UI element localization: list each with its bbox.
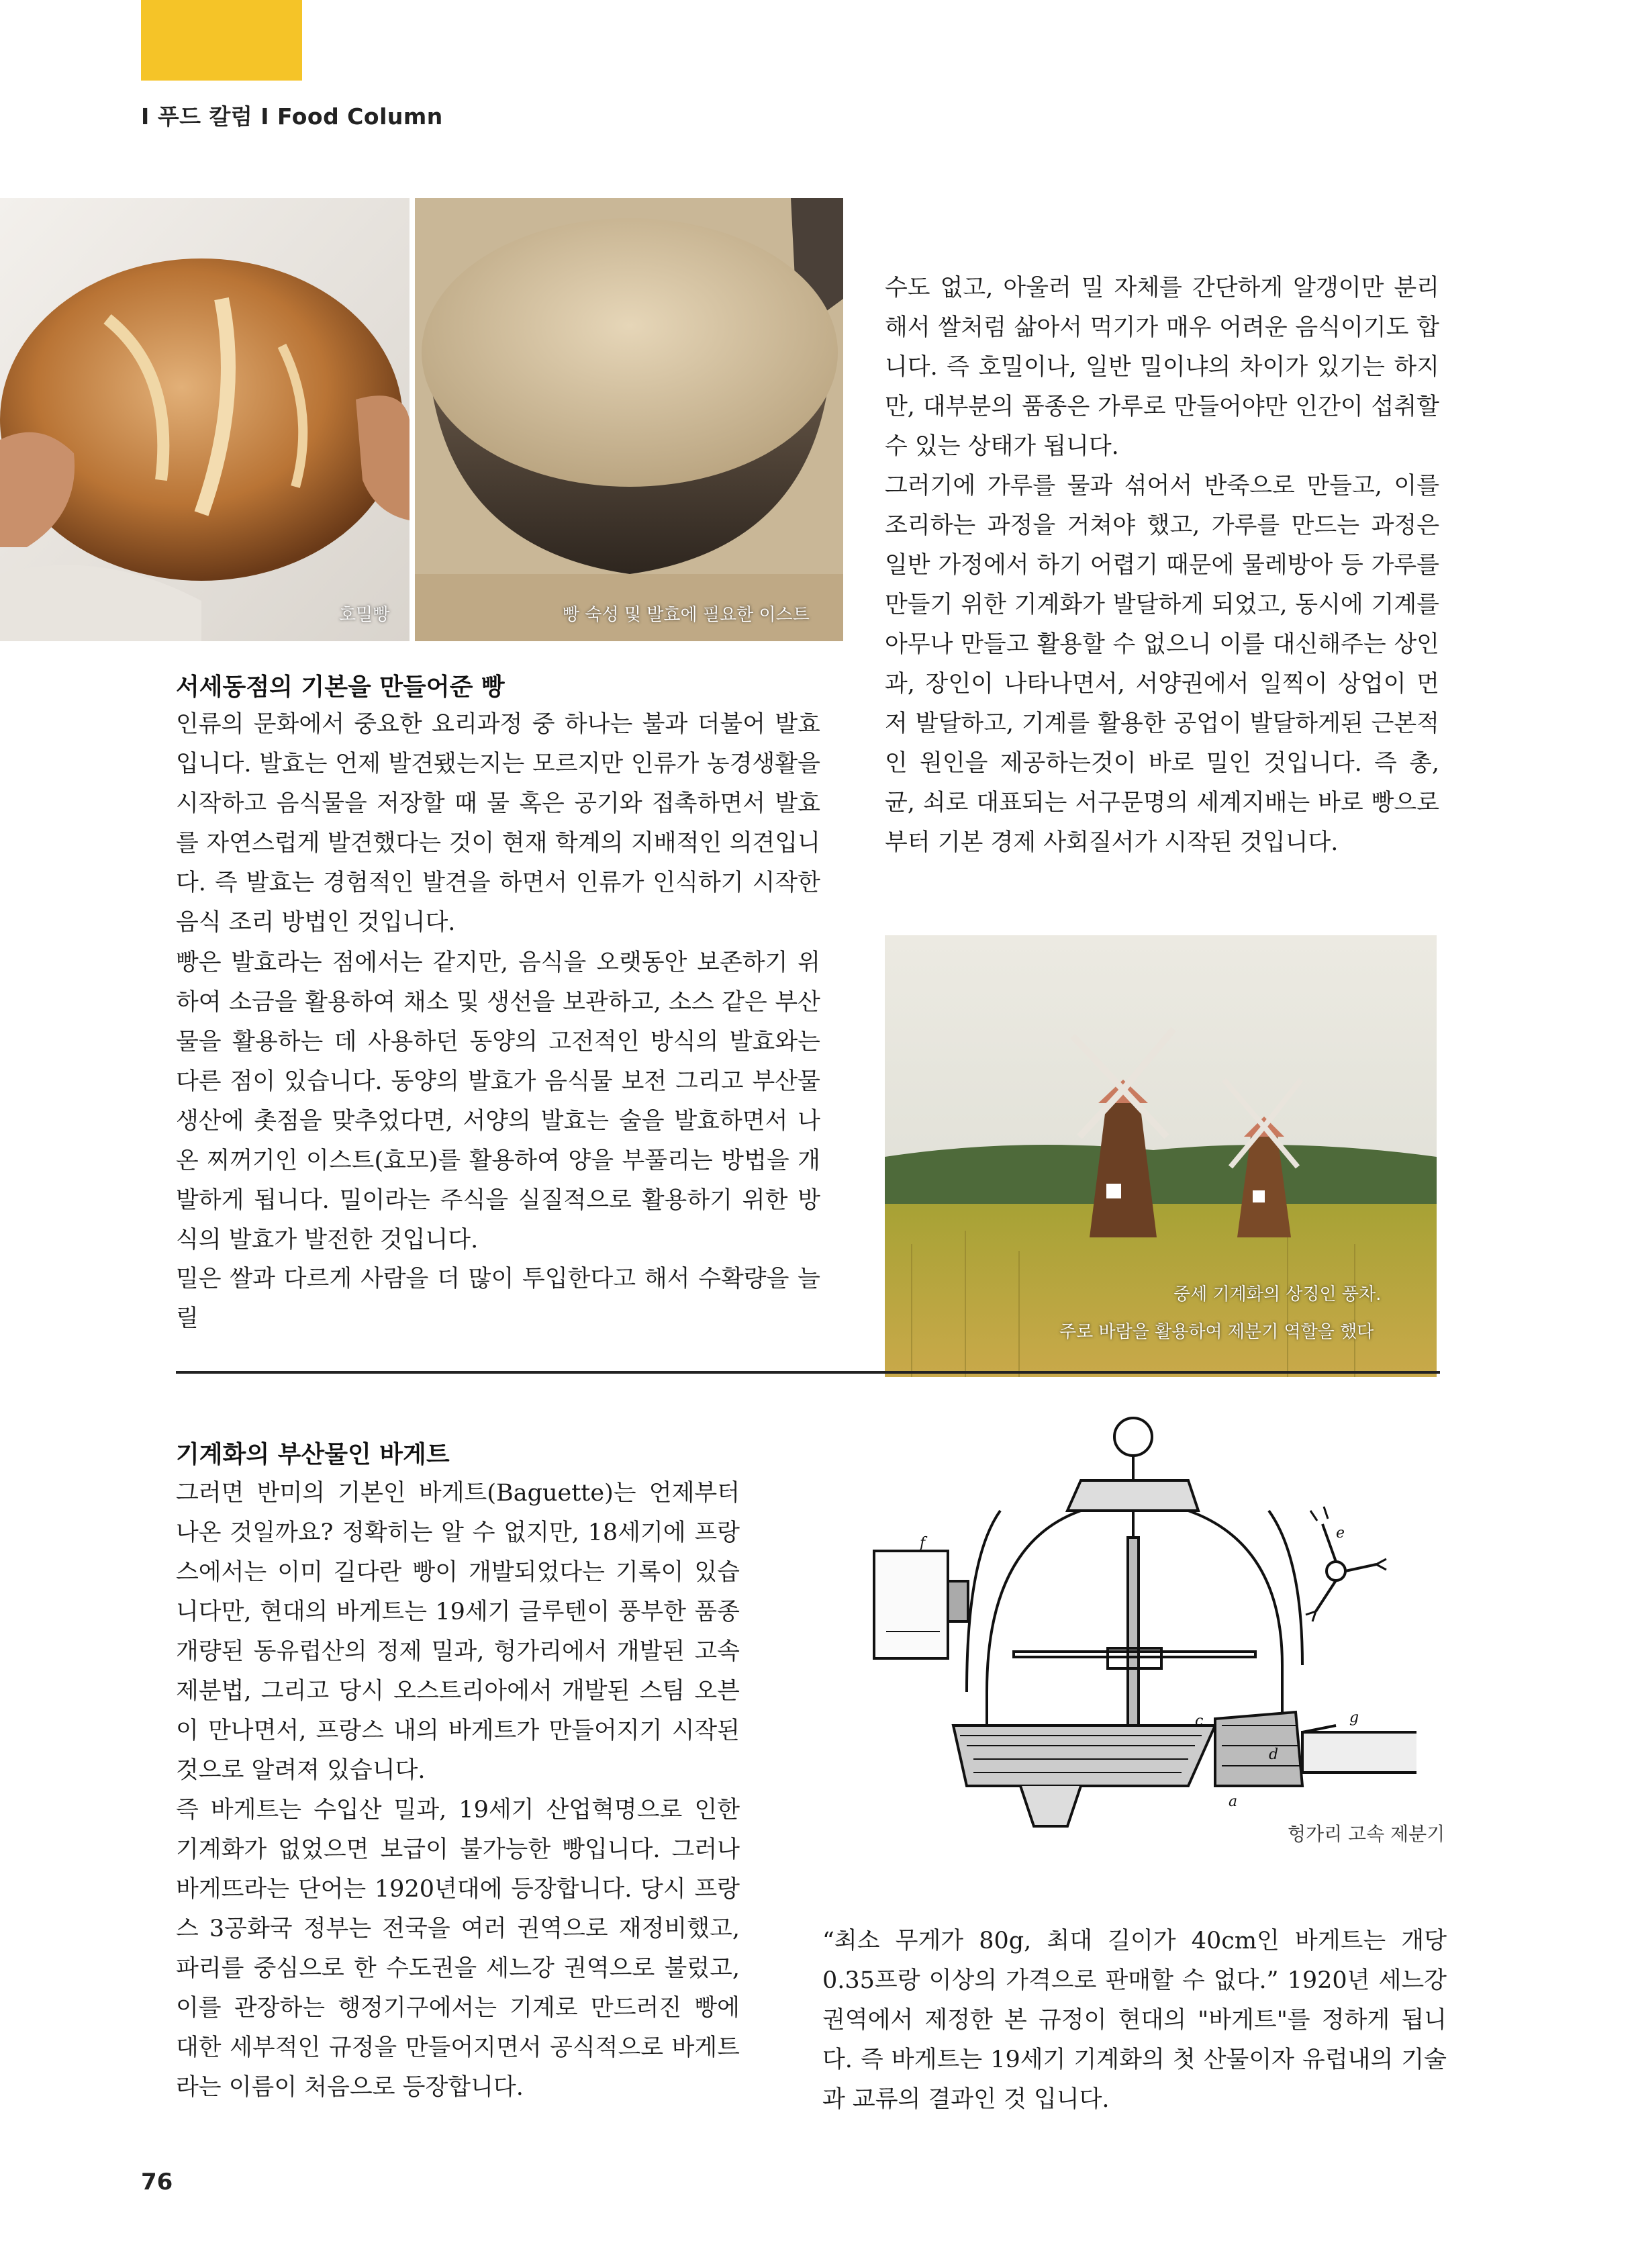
diagram-label-f: f xyxy=(920,1535,926,1552)
bread-image xyxy=(0,198,410,641)
running-head: I 푸드 칼럼 I Food Column xyxy=(141,103,443,130)
section2-paragraph-3: “최소 무게가 80g, 최대 길이가 40cm인 바게트는 개당 0.35프랑 이상의 가격으로 판매할 수 없다.” 1920년 세느강권역에서 제정한 본 규정이 현대의 "바게트"를 정하게 됩니다. 즉 바게트는 19세기 기계화의 첫 산물이자 유럽내의 기술과 교류의 결과인 것 입니다. xyxy=(822,1928,1447,2113)
section1-paragraph-1: 인류의 문화에서 중요한 요리과정 중 하나는 불과 더불어 발효입니다. 발효는 언제 발견됐는지는 모르지만 인류가 농경생활을 시작하고 음식물을 저장할 때 물 혹은 공기와 접촉하면서 발효를 자연스럽게 발견했다는 것이 현재 학계의 지배적인 의견입니다. 즉 발효는 경험적인 발견을 하면서 인류가 인식하기 시작한 음식 조리 방법인 것입니다. xyxy=(176,711,820,936)
diagram-label-a: a xyxy=(1229,1793,1238,1810)
section1-paragraph-2: 빵은 발효라는 점에서는 같지만, 음식을 오랫동안 보존하기 위하여 소금을 활용하여 채소 및 생선을 보관하고, 소스 같은 부산물을 활용하는 데 사용하던 동양의 고전적인 방식의 발효와는 다른 점이 있습니다. 동양의 발효가 음식물 보전 그리고 부산물 생산에 촛점을 맞추었다면, 서양의 발효는 술을 발효하면서 나온 찌꺼기인 이스트(효모)를 활용하여 양을 부풀리는 방법을 개발하게 됩니다. 밀이라는 주식을 실질적으로 활용하기 위한 방식의 발효가 발전한 것입니다. xyxy=(176,949,820,1254)
diagram-label-c: c xyxy=(1195,1713,1204,1730)
section1-title: 서세동점의 기본을 만들어준 빵 xyxy=(176,673,505,701)
windmill-image xyxy=(885,935,1437,1377)
windmill-caption-line2: 주로 바람을 활용하여 제분기 역할을 했다 xyxy=(1059,1322,1374,1342)
section2-paragraph-1: 그러면 반미의 기본인 바게트(Baguette)는 언제부터 나온 것일까요? 정확히는 알 수 없지만, 18세기에 프랑스에서는 이미 길다란 빵이 개발되었다는 기록이 있습니다만, 현대의 바게트는 19세기 글루텐이 풍부한 품종 개량된 동유럽산의 정제 밀과, 헝가리에서 개발된 고속 제분법, 그리고 당시 오스트리아에서 개발된 스팀 오븐이 만나면서, 프랑스 내의 바게트가 만들어지기 시작된 것으로 알려져 있습니다. xyxy=(176,1480,740,1784)
section1-paragraph-4: 수도 없고, 아울러 밀 자체를 간단하게 알갱이만 분리해서 쌀처럼 삶아서 먹기가 매우 어려운 음식이기도 합니다. 즉 호밀이나, 일반 밀이냐의 차이가 있기는 하지만, 대부분의 품종은 가루로 만들어야만 인간이 섭취할 수 있는 상태가 됩니다. xyxy=(885,275,1439,460)
section1-paragraph-5: 그러기에 가루를 물과 섞어서 반죽으로 만들고, 이를 조리하는 과정을 거쳐야 했고, 가루를 만드는 과정은 일반 가정에서 하기 어렵기 때문에 물레방아 등 가루를 만들기 위한 기계화가 발달하게 되었고, 동시에 기계를 아무나 만들고 활용할 수 없으니 이를 대신해주는 상인과, 장인이 나타나면서, 서양권에서 일찍이 상업이 먼저 발달하고, 기계를 활용한 공업이 발달하게된 근본적인 원인을 제공하는것이 바로 밀인 것입니다. 즉 총, 균, 쇠로 대표되는 서구문명의 세계지배는 바로 빵으로 부터 기본 경제 사회질서가 시작된 것입니다. xyxy=(885,473,1439,856)
mill-caption: 헝가리 고속 제분기 xyxy=(1288,1823,1445,1845)
section1-paragraph-3: 밀은 쌀과 다르게 사람을 더 많이 투입한다고 해서 수확량을 늘릴 xyxy=(176,1266,820,1332)
diagram-label-g: g xyxy=(1349,1709,1359,1726)
page-number: 76 xyxy=(141,2169,173,2195)
section-color-tab xyxy=(141,0,302,81)
yeast-image xyxy=(415,198,843,641)
mill-engraving xyxy=(866,1410,1416,1867)
diagram-label-d: d xyxy=(1269,1746,1279,1763)
section2-paragraph-2: 즉 바게트는 수입산 밀과, 19세기 산업혁명으로 인한 기계화가 없었으면 보급이 불가능한 빵입니다. 그러나 바게뜨라는 단어는 1920년대에 등장합니다. 당시 프랑스 3공화국 정부는 전국을 여러 권역으로 재정비했고, 파리를 중심으로 한 수도권을 세느강 권역으로 불렀고, 이를 관장하는 행정기구에서는 기계로 만드러진 빵에 대한 세부적인 규정을 만들어지면서 공식적으로 바게트 라는 이름이 처음으로 등장합니다. xyxy=(176,1797,740,2101)
mill-diagram xyxy=(866,1410,1416,1867)
yeast-caption: 빵 숙성 및 발효에 필요한 이스트 xyxy=(563,605,810,625)
yeast-photo xyxy=(415,198,843,641)
bread-caption: 호밀빵 xyxy=(339,605,390,625)
section-divider xyxy=(176,1371,1440,1374)
section2-title: 기계화의 부산물인 바게트 xyxy=(176,1441,450,1468)
windmill-photo xyxy=(885,935,1437,1377)
diagram-label-e: e xyxy=(1336,1525,1345,1542)
bread-photo xyxy=(0,198,410,641)
windmill-caption-line1: 중세 기계화의 상징인 풍차. xyxy=(1173,1284,1382,1305)
